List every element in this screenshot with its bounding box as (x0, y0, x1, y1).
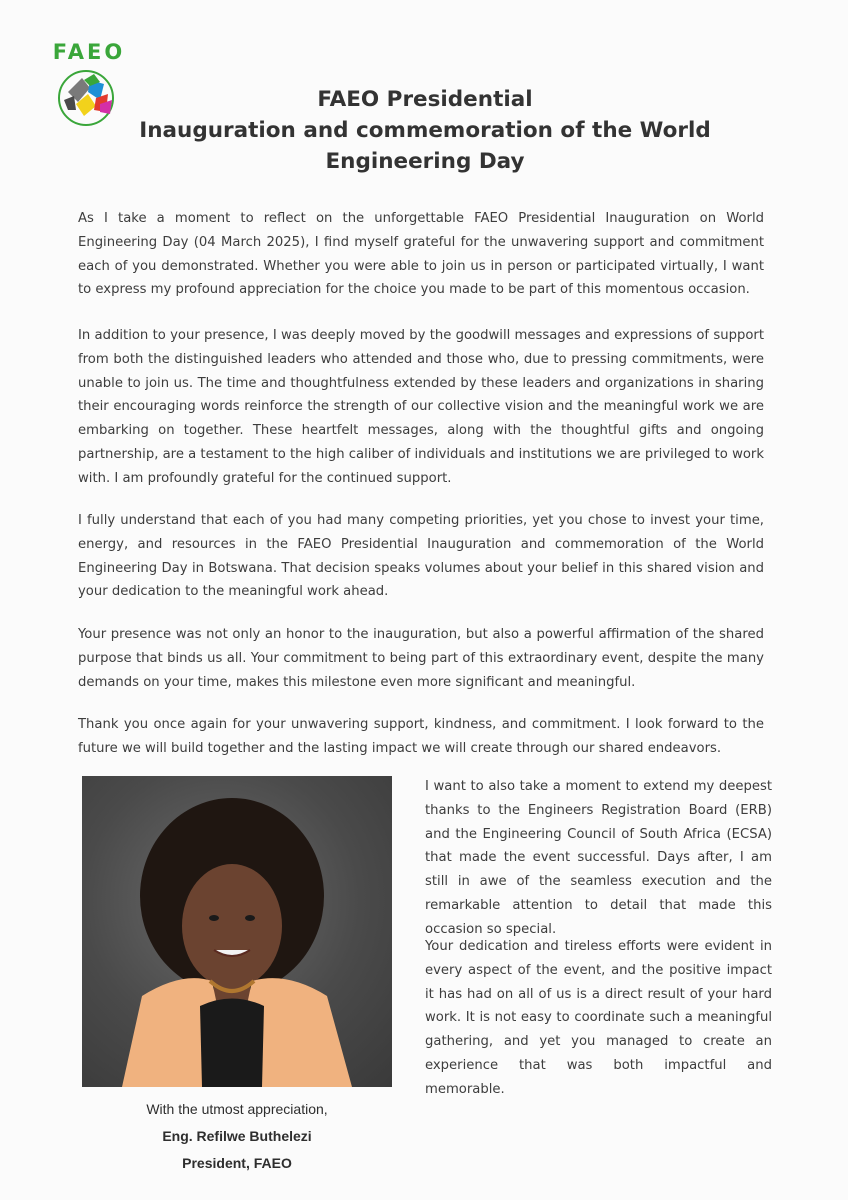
paragraph-goodwill: In addition to your presence, I was deeply moved by the goodwill messages and expressions of support from both the distinguished leaders who attended and those who, due to pressing commitments, were unable to join us. The time and thoughtfulness extended by these leaders and organizations in sharing their encouraging words reinforce the strength of our collective vision and the meaningful work we are embarking on together. These heartfelt messages, along with the thoughtful gifts and ongoing partnership, are a testament to the high caliber of individuals and institutions we are privileged to work with. I am profoundly grateful for the continued support. (78, 328, 764, 486)
paragraph-priorities: I fully understand that each of you had many competing priorities, yet you chose to invest your time, energy, and resources in the FAEO Presidential Inauguration and commemoration of the World Engineering Day in Botswana. That decision speaks volumes about your belief in this shared vision and your dedication to the meaningful work ahead. (78, 513, 764, 600)
portrait-photo (82, 776, 392, 1087)
paragraph-erb-ecsa: I want to also take a moment to extend my deepest thanks to the Engineers Registration Board (ERB) and the Engineering Council of South Africa (ECSA) that made the event successful. Days after, I am still in awe of the seamless execution and the remarkable attention to detail that made this occasion so special. (425, 779, 772, 937)
title-line-2: Inauguration and commemoration of the World (139, 118, 711, 143)
signoff-closing: With the utmost appreciation, (146, 1101, 328, 1117)
signoff-name: Eng. Refilwe Buthelezi (162, 1128, 312, 1144)
portrait-illustration (82, 776, 392, 1087)
logo-wordmark: FAEO (52, 40, 126, 64)
paragraph-thanks: Thank you once again for your unwavering support, kindness, and commitment. I look forward to the future we will build together and the lasting impact we will create through our shared endeavors. (78, 717, 764, 756)
paragraph-dedication: Your dedication and tireless efforts were evident in every aspect of the event, and the positive impact it has had on all of us is a direct result of your hard work. It is not easy to coordinate such a meaningful gathering, and yet you managed to create an experience that was both impactful and memorable. (425, 939, 772, 1097)
signoff-role: President, FAEO (182, 1155, 292, 1171)
paragraph-presence: Your presence was not only an honor to the inauguration, but also a powerful affirmation of the shared purpose that binds us all. Your commitment to being part of this extraordinary event, despite the many demands on your time, makes this milestone even more significant and meaningful. (78, 627, 764, 690)
paragraph-reflection: As I take a moment to reflect on the unforgettable FAEO Presidential Inauguration on World Engineering Day (04 March 2025), I find myself grateful for the unwavering support and commitment each of you demonstrated. Whether you were able to join us in person or participated virtually, I want to express my profound appreciation for the choice you made to be part of this momentous occasion. (78, 211, 764, 298)
title-line-3: Engineering Day (325, 149, 525, 174)
title-line-1: FAEO Presidential (317, 87, 533, 112)
page-title (120, 84, 730, 177)
